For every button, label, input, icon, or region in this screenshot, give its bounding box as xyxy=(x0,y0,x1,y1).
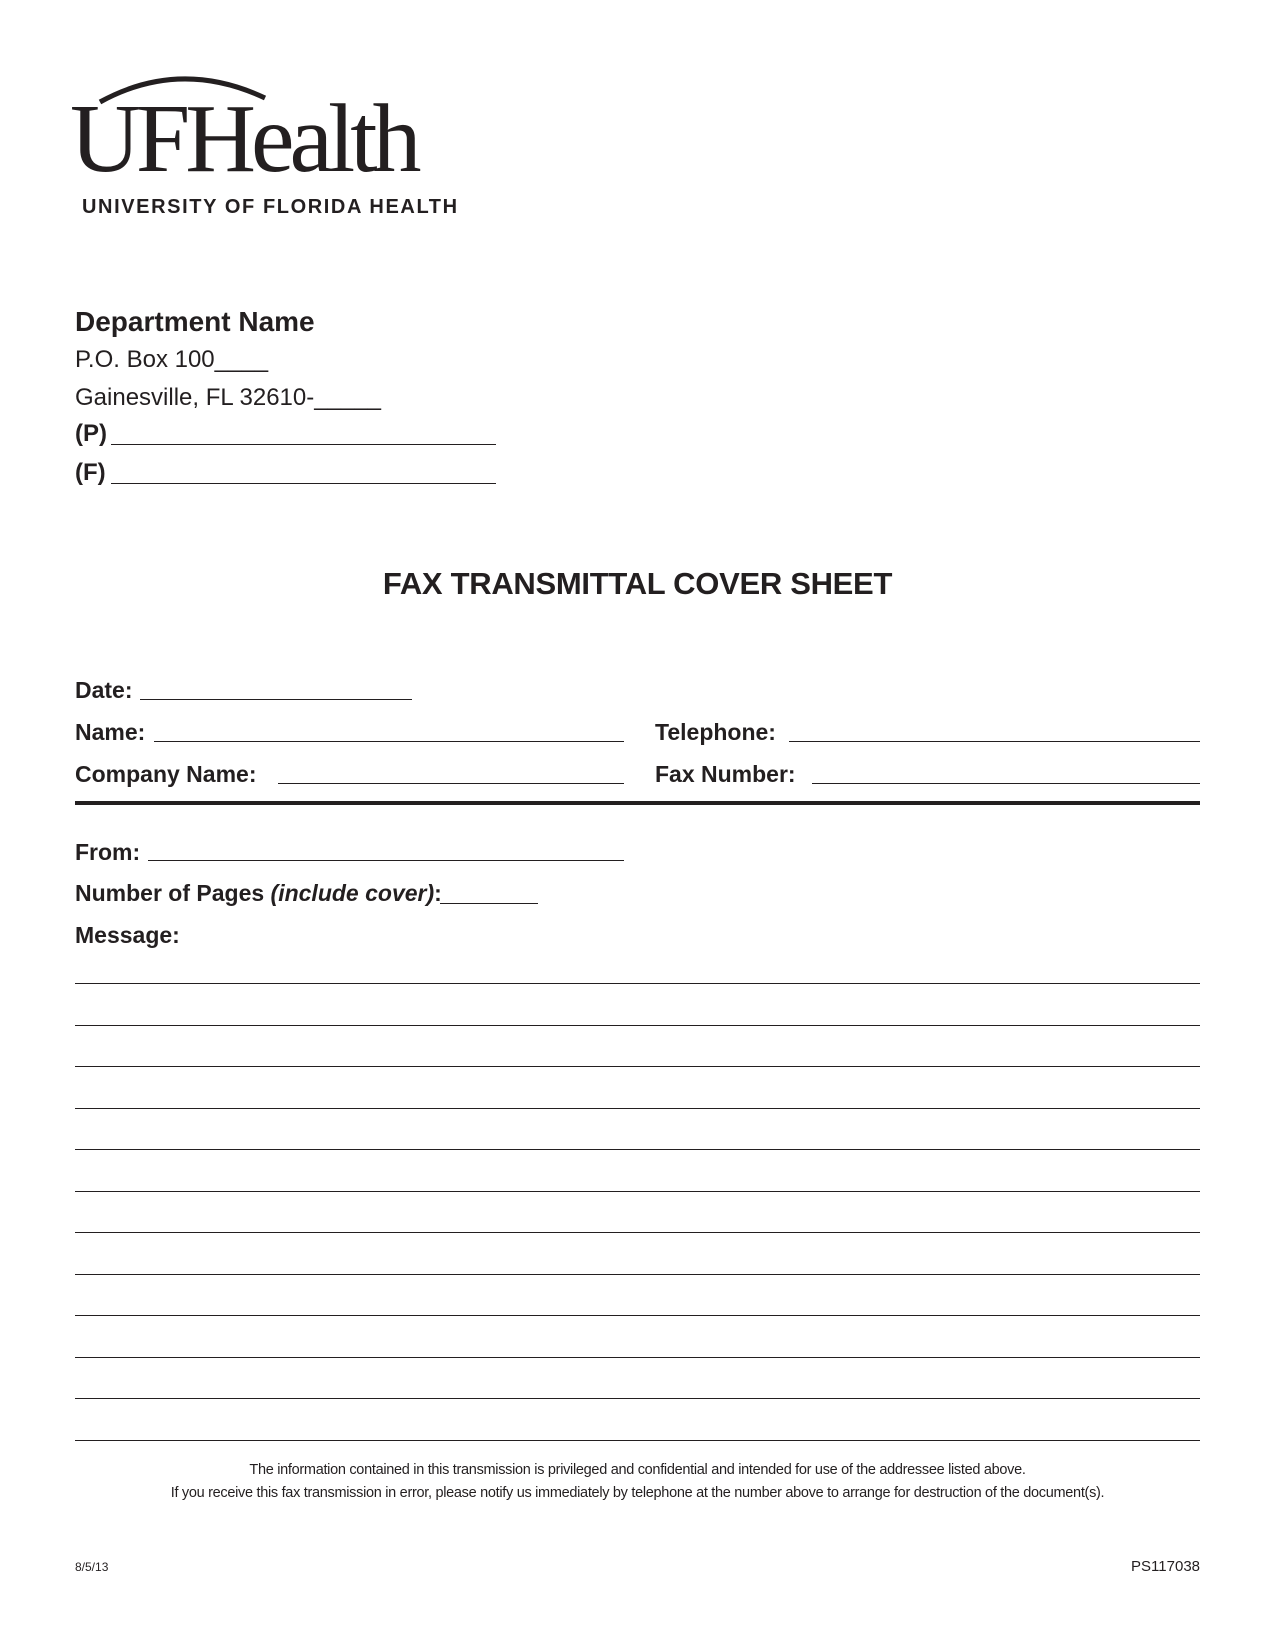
message-line[interactable] xyxy=(75,1398,1200,1399)
message-line[interactable] xyxy=(75,1357,1200,1358)
message-line[interactable] xyxy=(75,1440,1200,1441)
message-line[interactable] xyxy=(75,1066,1200,1067)
confidentiality-notice-line-1: The information contained in this transmission is privileged and confidential and intended for use of the addressee listed above. xyxy=(249,1462,1026,1478)
from-field[interactable] xyxy=(148,860,624,861)
telephone-field[interactable] xyxy=(789,741,1200,742)
fax-number-label: Fax Number: xyxy=(655,761,796,787)
message-line[interactable] xyxy=(75,1191,1200,1192)
phone-input-line[interactable] xyxy=(111,444,496,445)
fax-number-field[interactable] xyxy=(812,783,1200,784)
fax-input-line[interactable] xyxy=(111,483,496,484)
logo-wordmark: UFHealth xyxy=(70,85,417,193)
message-line[interactable] xyxy=(75,1149,1200,1150)
name-field[interactable] xyxy=(154,741,624,742)
telephone-label: Telephone: xyxy=(655,719,776,745)
page-title: FAX TRANSMITTAL COVER SHEET xyxy=(382,566,893,601)
date-label: Date: xyxy=(75,677,133,703)
number-of-pages-field[interactable] xyxy=(440,903,538,904)
message-line[interactable] xyxy=(75,1108,1200,1109)
message-line[interactable] xyxy=(75,1025,1200,1026)
message-line[interactable] xyxy=(75,983,1200,984)
form-code: PS117038 xyxy=(1131,1558,1200,1575)
po-box: P.O. Box 100____ xyxy=(75,346,269,373)
pages-label-note: (include cover) xyxy=(270,880,435,906)
name-label: Name: xyxy=(75,719,146,745)
pages-label-colon: : xyxy=(434,880,442,906)
message-label: Message: xyxy=(75,922,180,948)
from-label: From: xyxy=(75,839,141,865)
city-line: Gainesville, FL 32610-_____ xyxy=(75,384,381,411)
logo-subtitle: UNIVERSITY OF FLORIDA HEALTH xyxy=(82,196,459,218)
section-divider xyxy=(75,801,1200,805)
number-of-pages-label xyxy=(75,880,442,907)
phone-label: (P) xyxy=(75,420,107,447)
pages-label-text: Number of Pages xyxy=(75,880,271,906)
department-name: Department Name xyxy=(75,306,315,337)
message-line[interactable] xyxy=(75,1274,1200,1275)
message-line[interactable] xyxy=(75,1232,1200,1233)
date-field[interactable] xyxy=(140,699,412,700)
revision-date: 8/5/13 xyxy=(75,1560,109,1574)
company-name-label: Company Name: xyxy=(75,761,257,787)
company-name-field[interactable] xyxy=(278,783,624,784)
message-line[interactable] xyxy=(75,1315,1200,1316)
confidentiality-notice-line-2: If you receive this fax transmission in error, please notify us immediately by telephone at the number above to arrange for destruction of the document(s). xyxy=(170,1485,1105,1501)
fax-label: (F) xyxy=(75,459,106,486)
